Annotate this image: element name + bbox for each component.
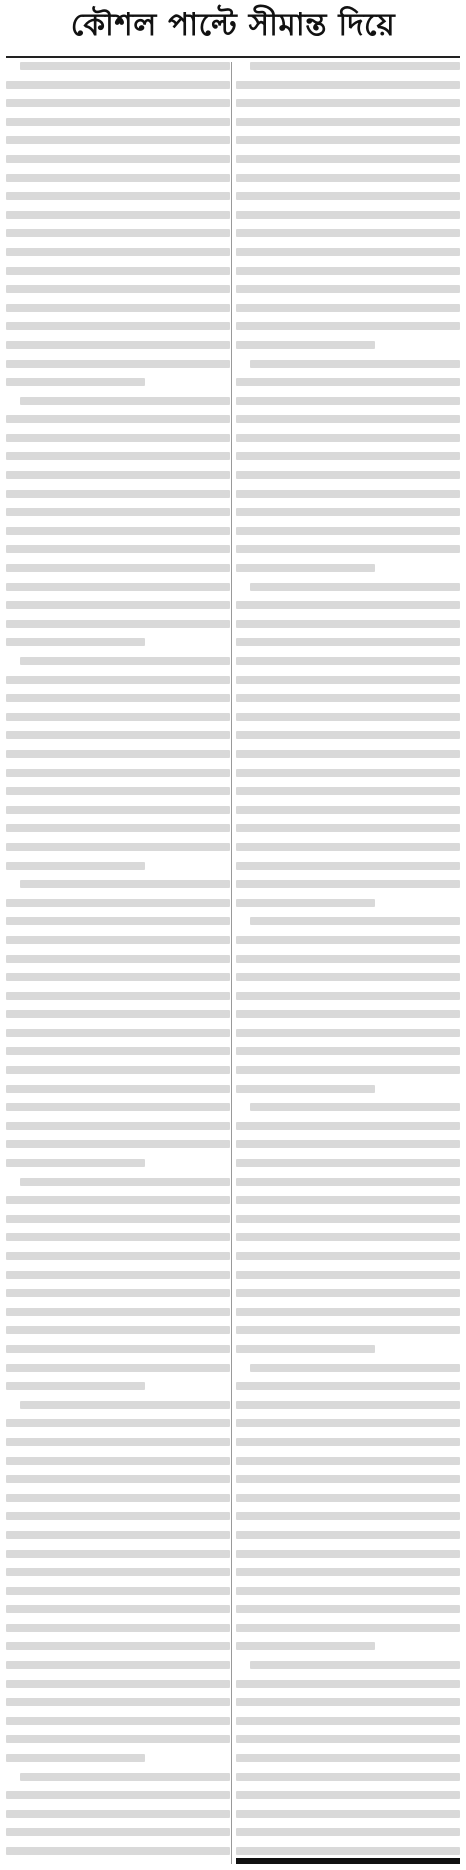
text-line: [6, 620, 230, 628]
text-line: [6, 1550, 230, 1558]
text-line: [6, 248, 230, 256]
text-line: [6, 1364, 230, 1372]
text-line: [236, 862, 460, 870]
body-column-right: [236, 62, 460, 1864]
text-line: [250, 917, 460, 925]
text-line: [20, 1773, 230, 1781]
text-line: [6, 322, 230, 330]
text-line: [20, 1178, 230, 1186]
text-line: [236, 1680, 460, 1688]
text-line: [6, 1438, 230, 1446]
text-line: [236, 192, 460, 200]
text-line: [6, 750, 230, 758]
text-line: [6, 769, 230, 777]
text-line: [236, 155, 460, 163]
text-line: [236, 620, 460, 628]
text-line: [6, 1568, 230, 1576]
text-line: [236, 99, 460, 107]
text-line: [6, 1605, 230, 1613]
text-line: [236, 471, 460, 479]
text-line: [6, 490, 230, 498]
text-line: [250, 1103, 460, 1111]
text-line: [250, 583, 460, 591]
text-line: [6, 415, 230, 423]
text-line: [6, 992, 230, 1000]
text-line: [236, 713, 460, 721]
text-line: [236, 527, 460, 535]
continuation-bar: [236, 1858, 460, 1864]
text-line: [250, 1364, 460, 1372]
text-line: [236, 1605, 460, 1613]
text-line: [6, 136, 230, 144]
text-line: [236, 211, 460, 219]
text-line: [236, 1029, 460, 1037]
text-line: [6, 1754, 145, 1762]
text-line: [236, 1196, 460, 1204]
text-line: [6, 1066, 230, 1074]
text-line: [236, 1531, 460, 1539]
text-line: [6, 1289, 230, 1297]
text-line: [6, 192, 230, 200]
text-line: [236, 174, 460, 182]
text-line: [6, 583, 230, 591]
text-line: [6, 508, 230, 516]
text-line: [236, 1847, 460, 1855]
text-line: [236, 1122, 460, 1130]
text-line: [6, 1122, 230, 1130]
text-line: [236, 1308, 460, 1316]
text-line: [6, 1698, 230, 1706]
text-line: [6, 211, 230, 219]
text-line: [6, 1512, 230, 1520]
text-line: [6, 1029, 230, 1037]
text-line: [6, 1494, 230, 1502]
text-line: [6, 1828, 230, 1836]
text-line: [236, 1494, 460, 1502]
text-line: [236, 1791, 460, 1799]
headline-rule: [6, 56, 460, 58]
text-line: [236, 936, 460, 944]
text-line: [6, 471, 230, 479]
text-line: [6, 1642, 230, 1650]
text-line: [6, 1587, 230, 1595]
text-line: [236, 118, 460, 126]
text-line: [236, 676, 460, 684]
text-line: [6, 1345, 230, 1353]
text-line: [236, 545, 460, 553]
text-line: [236, 843, 460, 851]
text-line: [6, 564, 230, 572]
text-line: [236, 1345, 375, 1353]
text-line: [236, 1568, 460, 1576]
body-column-left: [6, 62, 230, 1864]
text-line: [6, 527, 230, 535]
text-line: [236, 285, 460, 293]
text-line: [236, 322, 460, 330]
text-line: [236, 81, 460, 89]
text-line: [6, 713, 230, 721]
text-line: [236, 341, 375, 349]
text-line: [236, 229, 460, 237]
text-line: [236, 1252, 460, 1260]
text-line: [6, 1457, 230, 1465]
text-line: [236, 1289, 460, 1297]
text-line: [6, 285, 230, 293]
text-line: [236, 1624, 460, 1632]
text-line: [6, 1103, 230, 1111]
text-line: [236, 1382, 460, 1390]
text-line: [236, 415, 460, 423]
text-line: [236, 1810, 460, 1818]
text-line: [236, 1271, 460, 1279]
text-line: [236, 136, 460, 144]
text-line: [20, 397, 230, 405]
text-line: [20, 657, 230, 665]
text-line: [6, 694, 230, 702]
text-line: [236, 1475, 460, 1483]
text-line: [236, 973, 460, 981]
text-line: [236, 1438, 460, 1446]
text-line: [20, 1401, 230, 1409]
text-line: [6, 843, 230, 851]
headline: কৌশল পাল্টে সীমান্ত দিয়ে: [70, 7, 396, 43]
text-line: [236, 899, 375, 907]
text-line: [6, 862, 145, 870]
text-line: [6, 304, 230, 312]
text-line: [6, 267, 230, 275]
text-line: [236, 1010, 460, 1018]
text-line: [6, 601, 230, 609]
text-line: [6, 1140, 230, 1148]
text-line: [236, 806, 460, 814]
text-line: [6, 1159, 145, 1167]
text-line: [6, 1233, 230, 1241]
text-line: [6, 899, 230, 907]
text-line: [236, 1178, 460, 1186]
text-line: [236, 880, 460, 888]
text-line: [6, 824, 230, 832]
text-line: [6, 1215, 230, 1223]
text-line: [250, 62, 460, 70]
text-line: [6, 1624, 230, 1632]
text-line: [236, 1587, 460, 1595]
text-line: [236, 1512, 460, 1520]
text-line: [236, 1085, 375, 1093]
text-line: [236, 1735, 460, 1743]
text-line: [6, 638, 145, 646]
text-line: [6, 1531, 230, 1539]
text-line: [6, 360, 230, 368]
text-line: [236, 1457, 460, 1465]
text-line: [6, 1661, 230, 1669]
text-line: [236, 1828, 460, 1836]
text-line: [6, 1047, 230, 1055]
text-line: [6, 1810, 230, 1818]
text-line: [236, 267, 460, 275]
text-line: [20, 62, 230, 70]
text-line: [6, 452, 230, 460]
text-line: [236, 750, 460, 758]
text-line: [236, 304, 460, 312]
text-line: [236, 657, 460, 665]
text-line: [6, 1196, 230, 1204]
text-line: [236, 824, 460, 832]
text-line: [236, 378, 460, 386]
text-line: [6, 378, 145, 386]
text-line: [6, 434, 230, 442]
text-line: [236, 638, 460, 646]
text-line: [236, 1773, 460, 1781]
text-line: [250, 1661, 460, 1669]
text-line: [236, 490, 460, 498]
text-line: [236, 248, 460, 256]
text-line: [6, 973, 230, 981]
text-line: [6, 99, 230, 107]
text-line: [236, 564, 375, 572]
text-line: [236, 1140, 460, 1148]
text-line: [6, 1010, 230, 1018]
text-line: [6, 229, 230, 237]
text-line: [236, 1233, 460, 1241]
text-line: [6, 1680, 230, 1688]
text-line: [6, 917, 230, 925]
text-line: [6, 174, 230, 182]
text-line: [236, 1401, 460, 1409]
text-line: [236, 601, 460, 609]
text-line: [236, 397, 460, 405]
text-line: [236, 434, 460, 442]
text-line: [6, 118, 230, 126]
text-line: [6, 545, 230, 553]
text-line: [236, 1066, 460, 1074]
text-line: [6, 1475, 230, 1483]
text-line: [6, 936, 230, 944]
text-line: [236, 694, 460, 702]
text-line: [236, 992, 460, 1000]
text-line: [6, 1382, 145, 1390]
text-line: [236, 787, 460, 795]
text-line: [6, 1252, 230, 1260]
text-line: [6, 81, 230, 89]
text-line: [20, 880, 230, 888]
text-line: [236, 1159, 460, 1167]
text-line: [6, 676, 230, 684]
text-line: [6, 1308, 230, 1316]
text-line: [236, 452, 460, 460]
text-line: [6, 1847, 230, 1855]
column-divider: [231, 62, 232, 1864]
text-line: [6, 1791, 230, 1799]
text-line: [236, 1326, 460, 1334]
text-line: [6, 787, 230, 795]
text-line: [236, 1550, 460, 1558]
text-line: [236, 1215, 460, 1223]
text-line: [236, 1642, 375, 1650]
text-line: [6, 806, 230, 814]
text-line: [6, 1271, 230, 1279]
text-line: [6, 1326, 230, 1334]
text-line: [236, 1419, 460, 1427]
text-line: [236, 731, 460, 739]
text-line: [236, 1717, 460, 1725]
text-line: [6, 955, 230, 963]
text-line: [236, 955, 460, 963]
text-line: [236, 1754, 460, 1762]
text-line: [6, 1085, 230, 1093]
text-line: [6, 155, 230, 163]
text-line: [6, 1735, 230, 1743]
text-line: [236, 1047, 460, 1055]
text-line: [6, 1717, 230, 1725]
text-line: [236, 769, 460, 777]
text-line: [236, 508, 460, 516]
text-line: [6, 1419, 230, 1427]
text-line: [6, 341, 230, 349]
text-line: [236, 1698, 460, 1706]
text-line: [250, 360, 460, 368]
text-line: [6, 731, 230, 739]
